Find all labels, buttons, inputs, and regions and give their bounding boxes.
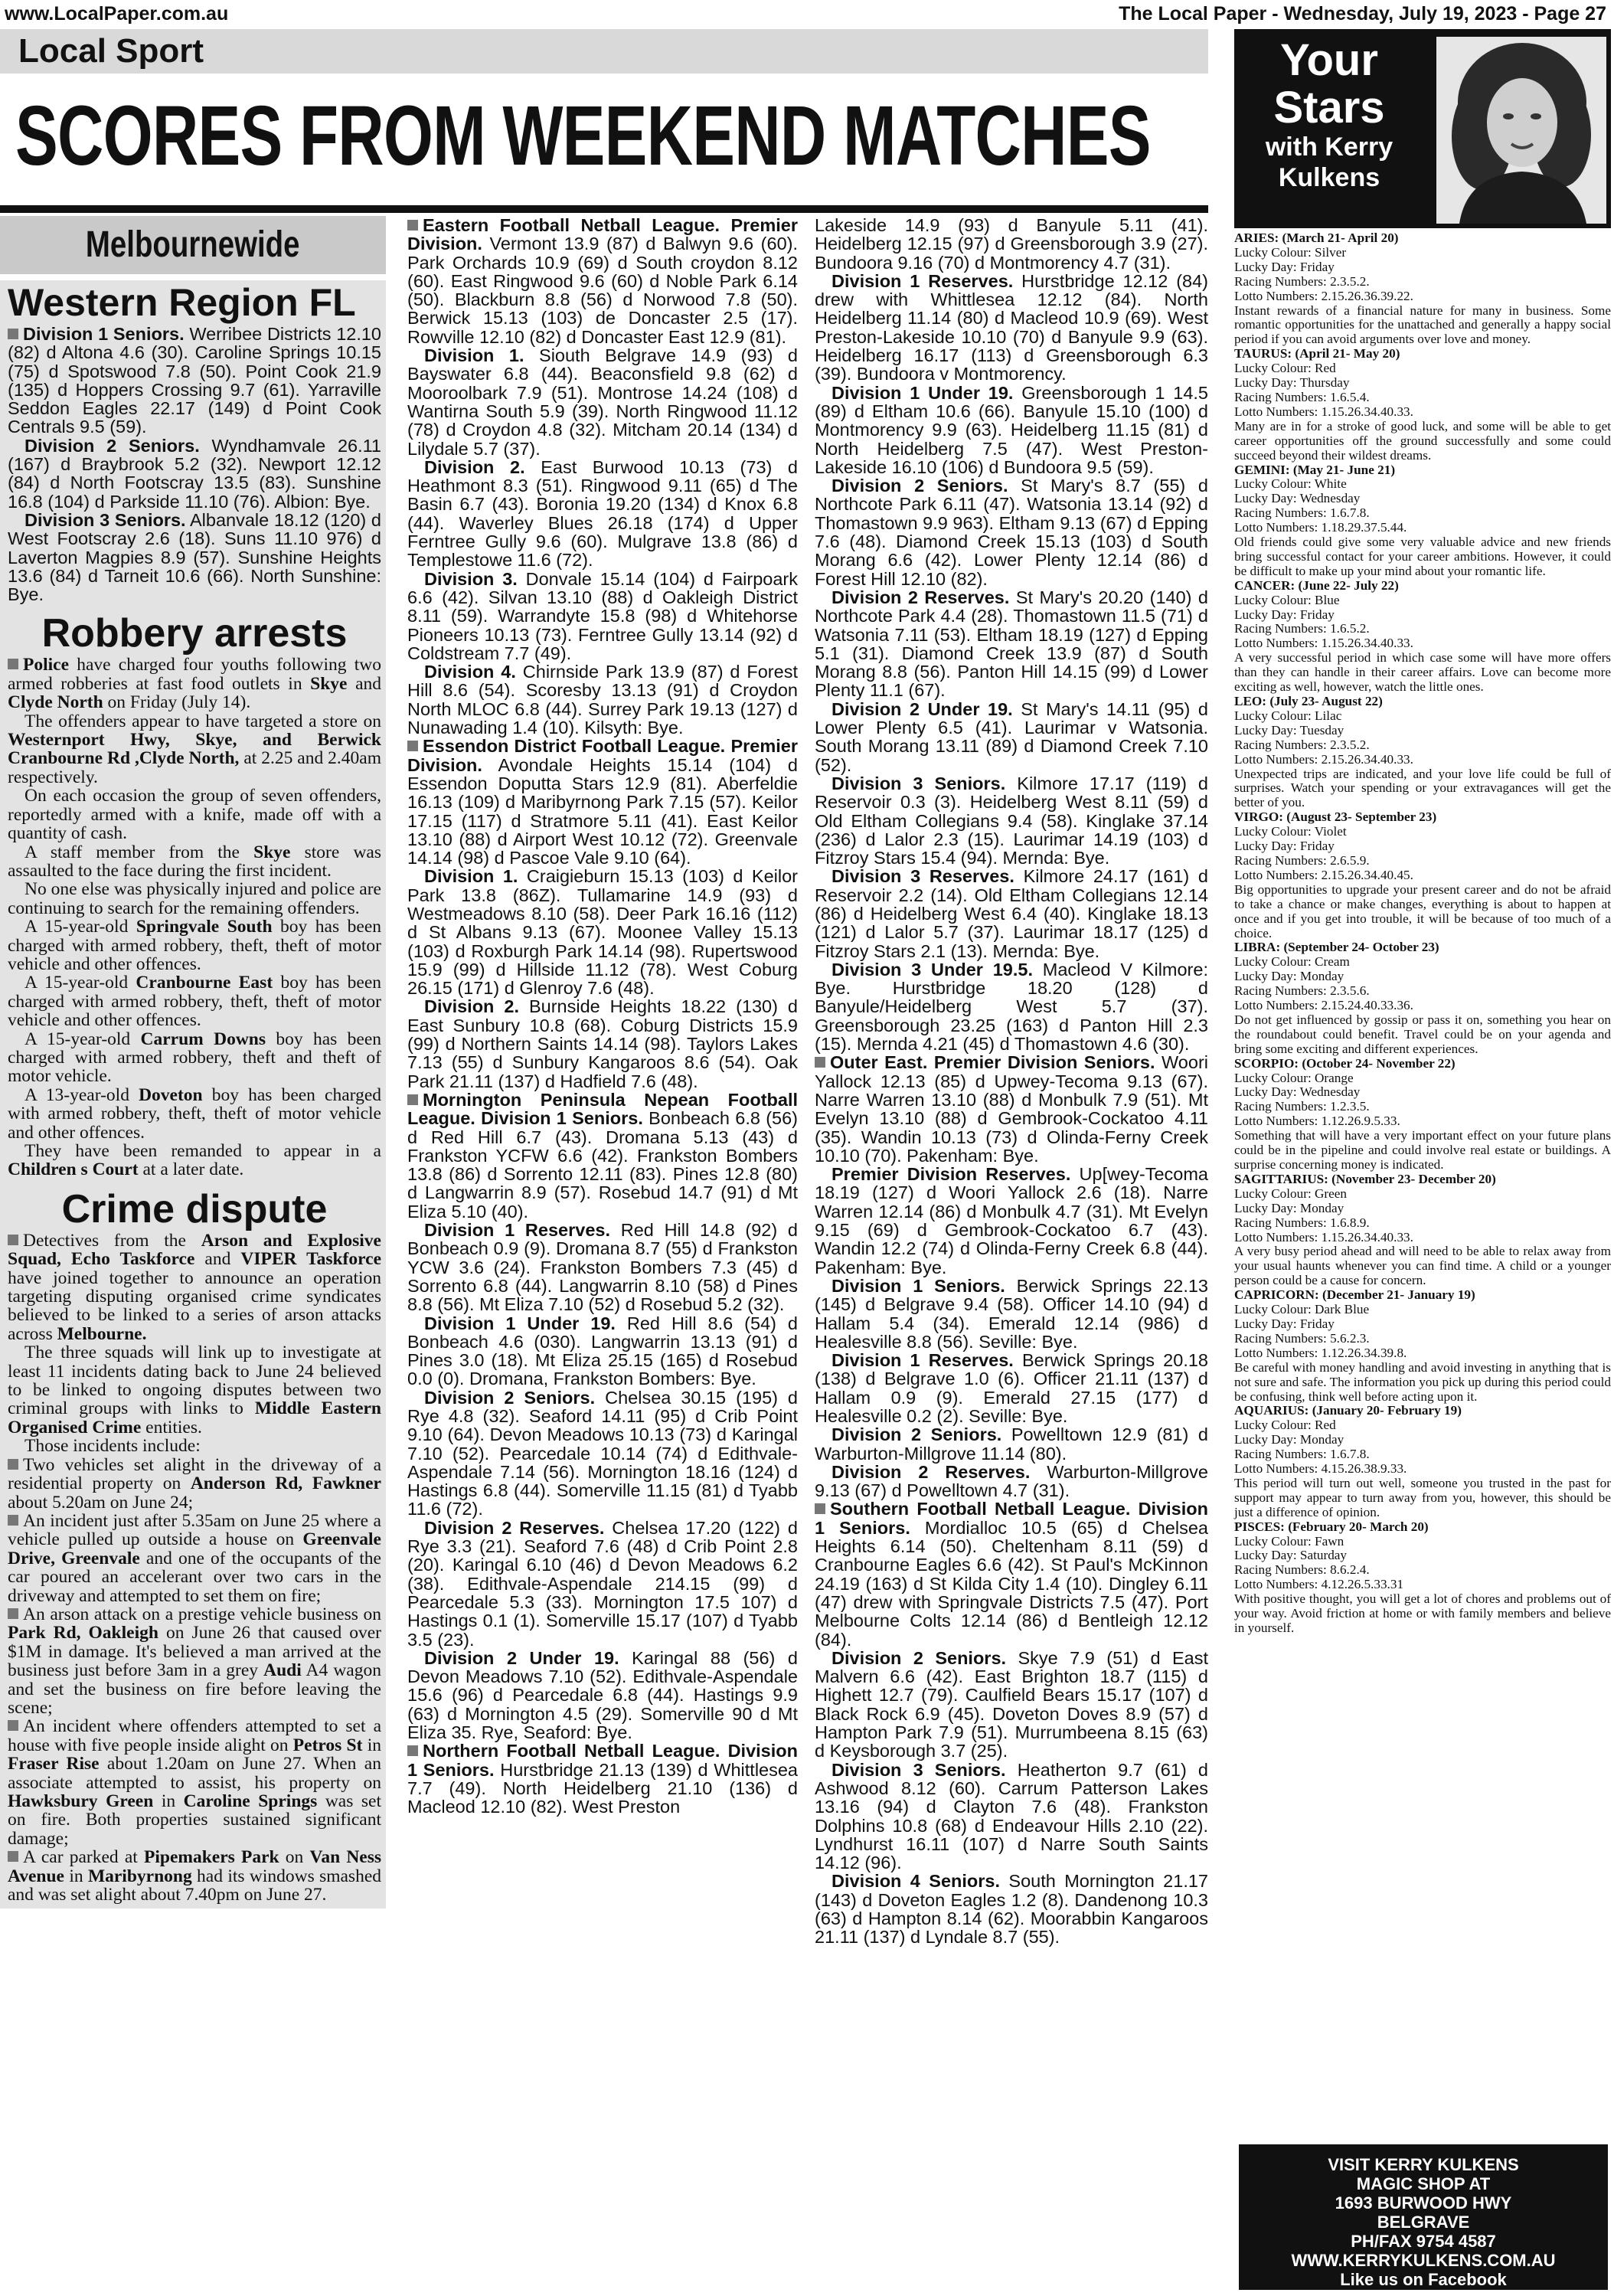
horoscope-entry bbox=[1234, 1057, 1611, 1173]
score-division-label: Division 2. bbox=[424, 996, 519, 1017]
score-division-label: Division 4 Seniors. bbox=[832, 1871, 1000, 1892]
dateline: The Local Paper - Wednesday, July 19, 2023 - Page 27 bbox=[1119, 3, 1606, 25]
horoscope-entry bbox=[1234, 463, 1611, 579]
shop-line-2: MAGIC SHOP AT bbox=[1356, 2174, 1491, 2193]
robbery-p8: A 15-year-old Carrum Downs boy has been charged with armed robbery, theft and theft of motor vehicle. bbox=[8, 1029, 381, 1087]
crime-p2: The three squads will link up to investigate at least 11 incidents dating back to June 24 believed to be linked to ongoing disputes between two criminal groups with links to Middle Eastern Organised Crime entities. bbox=[8, 1343, 381, 1437]
bullet-square-icon bbox=[8, 1851, 18, 1862]
score-paragraph bbox=[815, 1277, 1208, 1351]
score-division-label: Division 2 Seniors. bbox=[832, 1424, 1002, 1445]
score-paragraph bbox=[407, 1221, 798, 1313]
score-results: Kilmore 24.17 (161) d Reservoir 2.2 (14). Old Eltham Collegians 12.14 (86) d Heidelberg West 6.4 (40). Kinglake 18.13 (121) d Lalor 5.7 (37). Laurimar 18.17 (125) d Fitzroy Stars 2.1 (13). Mernda: Bye. bbox=[815, 866, 1208, 961]
score-division-label: Division 2 Under 19. bbox=[832, 698, 1013, 719]
horoscope-reading: A very busy period ahead and will need to be able to relax away from your usual haunts whenever you can find time. A child or a younger person could be a cause for concern. bbox=[1234, 1244, 1611, 1288]
lucky-day: Lucky Day: Thursday bbox=[1234, 375, 1350, 391]
score-results: Karingal 88 (56) d Devon Meadows 7.10 (52). Edithvale-Aspendale 15.6 (96) d Pearcedale 6.8 (44). Hastings 9.9 (63) d Mornington 4.5 (29). Somerville 90 d Mt Eliza 35. Rye, Seaford: Bye. bbox=[407, 1647, 798, 1743]
score-results: Craigieburn 15.13 (103) d Keilor Park 13.8 (86Z). Tullamarine 14.9 (93) d Westmeadows 8.10 (58). Deer Park 16.16 (112) d St Albans 9.13 (67). Moonee Valley 15.13 (103) d Roxburgh Park 14.14 (98). Rupertswood 15.9 (99) d Hillside 11.12 (78). West Coburg 26.15 (171) d Glenroy 7.6 (48). bbox=[407, 866, 798, 999]
horoscope-entry bbox=[1234, 810, 1611, 940]
score-division-label: Division 1 Under 19. bbox=[424, 1313, 616, 1333]
score-division-label: Division 3 Under 19.5. bbox=[832, 959, 1033, 980]
astrologer-photo bbox=[1436, 37, 1606, 224]
crime-p1: Detectives from the Arson and Explosive Squad, Echo Taskforce and VIPER Taskforce have joined together to announce an operation targeting disputing organised crime syndicates believed to be linked to a series of arson attacks across Melbourne. bbox=[8, 1230, 381, 1344]
score-results: Red Hill 14.8 (92) d Bonbeach 0.9 (9). Dromana 8.7 (55) d Frankston YCW 3.6 (24). Frankston Bombers 7.3 (45) d Sorrento 6.8 (44). Langwarrin 8.10 (58) d Pines 8.8 (56). Mt Eliza 7.10 (52) d Rosebud 5.2 (32). bbox=[407, 1220, 798, 1315]
bullet-square-icon bbox=[8, 1515, 18, 1526]
score-paragraph bbox=[815, 1761, 1208, 1872]
racing-numbers: Racing Numbers: 1.6.7.8. bbox=[1234, 1447, 1370, 1462]
score-division-label: Division 2 Reserves. bbox=[424, 1517, 605, 1538]
racing-numbers: Racing Numbers: 1.2.3.5. bbox=[1234, 1099, 1370, 1114]
horoscope-entry bbox=[1234, 1173, 1611, 1288]
lucky-day: Lucky Day: Monday bbox=[1234, 1200, 1344, 1215]
page-headline: SCORES FROM WEEKEND MATCHES bbox=[15, 89, 1151, 183]
racing-numbers: Racing Numbers: 2.3.5.6. bbox=[1234, 983, 1370, 999]
score-division-label: Mornington Peninsula Nepean Football League. Division 1 Seniors. bbox=[407, 1089, 798, 1129]
horoscope-reading: Do not get influenced by gossip or pass it on, something you hear on the roundabout could benefit. Travel could be on your agenda and bring some exciting and different experiences. bbox=[1234, 1012, 1611, 1056]
crime-heading: Crime dispute bbox=[61, 1186, 328, 1231]
site-url: www.LocalPaper.com.au bbox=[5, 3, 229, 25]
lotto-numbers: Lotto Numbers: 1.15.26.34.40.33. bbox=[1234, 636, 1413, 651]
horoscope-entry bbox=[1234, 579, 1611, 695]
lotto-numbers: Lotto Numbers: 2.15.24.40.33.36. bbox=[1234, 998, 1413, 1013]
score-division-label: Division 1. bbox=[424, 345, 524, 366]
score-results: Avondale Heights 15.14 (104) d Essendon Doputta Stars 12.9 (81). Aberfeldie 16.13 (109) d Maribyrnong Park 7.15 (57). Keilor 17.15 (117) d Stratmore 5.11 (41). East Keilor 13.10 (88) d Airport West 10.12 (72). Greenvale 14.14 (98) d Pascoe Vale 9.10 (64). bbox=[407, 754, 798, 868]
lucky-colour: Lucky Colour: Dark Blue bbox=[1234, 1302, 1370, 1317]
robbery-p1: Police have charged four youths following two armed robberies at fast food outlets in Skye and Clyde North on Friday (July 14). bbox=[8, 655, 381, 713]
horoscope-sign: PISCES: (February 20- March 20) bbox=[1234, 1519, 1429, 1534]
horoscope-entry bbox=[1234, 347, 1611, 463]
horoscope-reading: Many are in for a stroke of good luck, and some will be able to get career opportunities off the ground successfully and some could succeed beyond their wildest dreams. bbox=[1234, 418, 1611, 463]
score-results: Woori Yallock 12.13 (85) d Upwey-Tecoma 9.13 (67). Narre Warren 13.10 (88) d Monbulk 7.9 (51). Mt Evelyn 13.10 (88) d Gembrook-Cockatoo 4.11 (35). Wandin 10.13 (73) d Olinda-Ferny Creek 10.10 (70). Pakenham: Bye. bbox=[815, 1052, 1208, 1166]
lotto-numbers: Lotto Numbers: 1.15.26.34.40.33. bbox=[1234, 404, 1413, 419]
horoscope-reading: Be careful with money handling and avoid investing in anything that is not sure and safe. The information you pick up during this period could be confusing, think well before acting upon it. bbox=[1234, 1359, 1611, 1404]
lotto-numbers: Lotto Numbers: 1.15.26.34.40.33. bbox=[1234, 1229, 1413, 1244]
score-results: Bonbeach 6.8 (56) d Red Hill 6.7 (43). Dromana 5.13 (43) d Frankston YCFW 6.6 (42). Frankston Bombers 13.8 (86) d Sorrento 12.11 (83). Pines 12.8 (80) d Langwarrin 8.9 (57). Rosebud 14.7 (91) d Mt Eliza 5.10 (40). bbox=[407, 1108, 798, 1222]
score-results: South Mornington 21.17 (143) d Doveton Eagles 1.2 (8). Dandenong 10.3 (63) d Hampton 8.14 (62). Moorabbin Kangaroos 21.11 (137) d Lyndale 8.7 (55). bbox=[815, 1871, 1208, 1948]
score-division-label: Division 1. bbox=[424, 866, 518, 887]
score-paragraph bbox=[407, 346, 798, 458]
score-results: Skye 7.9 (51) d East Malvern 6.6 (42). East Brighton 18.7 (115) d Highett 12.7 (79). Caulfield Bears 15.17 (107) d Black Rock 6.9 (45). Doveton Doves 8.9 (57) d Hampton Park 7.9 (51). Murrumbeena 8.15 (63) d Keysborough 3.7 (25). bbox=[815, 1647, 1208, 1761]
horoscope-entry bbox=[1234, 1288, 1611, 1404]
horoscope-sign: SAGITTARIUS: (November 23- December 20) bbox=[1234, 1171, 1496, 1186]
score-paragraph bbox=[815, 774, 1208, 867]
bullet-square-icon bbox=[407, 1745, 418, 1756]
lucky-day: Lucky Day: Friday bbox=[1234, 1316, 1335, 1331]
lucky-day: Lucky Day: Friday bbox=[1234, 607, 1335, 622]
score-results: Chelsea 30.15 (195) d Rye 4.8 (32). Seaford 14.11 (95) d Crib Point 9.10 (64). Devon Meadows 10.13 (73) d Karingal 7.10 (52). Pearcedale 10.14 (74) d Edithvale-Aspendale 7.14 (56). Mornington 18.16 (124) d Hastings 6.8 (44). Somerville 11.15 (81) d Tyabb 11.6 (72). bbox=[407, 1387, 798, 1519]
robbery-p2: The offenders appear to have targeted a store on Westernport Hwy, Skye, and Berwick Cranbourne Rd ,Clyde North, at 2.25 and 2.40am respectively. bbox=[8, 711, 381, 787]
lucky-colour: Lucky Colour: Violet bbox=[1234, 824, 1347, 839]
score-paragraph bbox=[407, 737, 798, 867]
score-paragraph bbox=[815, 1425, 1208, 1463]
horoscope-sign: ARIES: (March 21- April 20) bbox=[1234, 231, 1399, 245]
horoscope-reading: This period will turn out well, someone you trusted in the past for support may appear to turn away from you, however, this should be just a difference of opinion. bbox=[1234, 1475, 1611, 1519]
score-results: Vermont 13.9 (87) d Balwyn 9.6 (60). Park Orchards 10.9 (69) d South croydon 8.12 (60). East Ringwood 9.6 (60) d Noble Park 6.14 (50). Blackburn 8.8 (56) d Norwood 7.8 (50). Berwick 15.13 (103) de Doncaster 2.5 (17). Rowville 12.10 (82) d Doncaster East 12.9 (81). bbox=[407, 234, 798, 347]
horoscope-entry bbox=[1234, 695, 1611, 810]
score-division-label: Division 1 Reserves. bbox=[424, 1220, 610, 1241]
horoscope-reading: Big opportunities to upgrade your present career and do not be afraid to take a chance or make changes, everything is about to happen at once and if you get into trouble, it will be because of too much of a choice. bbox=[1234, 881, 1611, 940]
lotto-numbers: Lotto Numbers: 2.15.26.36.39.22. bbox=[1234, 288, 1413, 303]
horoscope-sign: LEO: (July 23- August 22) bbox=[1234, 694, 1383, 708]
score-division-label: Division 3. bbox=[424, 568, 518, 589]
region-banner: Melbournewide bbox=[0, 216, 386, 274]
robbery-p6: A 15-year-old Springvale South boy has been charged with armed robbery, theft, theft of motor vehicle and other offences. bbox=[8, 917, 381, 974]
column-news bbox=[0, 216, 386, 2293]
score-results: Red Hill 8.6 (54) d Bonbeach 4.6 (030). Langwarrin 13.13 (91) d Pines 3.0 (18). Mt Eliza 25.15 (165) d Rosebud 0.0 (0). Dromana, Frankston Bombers: Bye. bbox=[407, 1313, 798, 1389]
stars-header bbox=[1234, 29, 1611, 228]
lucky-colour: Lucky Colour: Red bbox=[1234, 1418, 1336, 1433]
shop-line-1: VISIT KERRY KULKENS bbox=[1328, 2155, 1519, 2174]
score-paragraph bbox=[407, 1742, 798, 1816]
score-results: St Mary's 8.7 (55) d Northcote Park 6.11 (47). Watsonia 13.14 (92) d Thomastown 9.9 963). Eltham 9.13 (67) d Epping 7.6 (48). Diamond Creek 15.13 (103) d South Morang 6.6 (42). Lower Plenty 12.14 (86) d Forest Hill 12.10 (82). bbox=[815, 476, 1208, 589]
score-paragraph bbox=[407, 1388, 798, 1519]
crime-bullet-4: An incident where offenders attempted to set a house with five people inside alight on Petros St in Fraser Rise about 1.20am on June 27. When an associate attempted to assist, his property on Hawksbury Green in Caroline Springs was set on fire. Both properties sustained significant damage; bbox=[8, 1716, 382, 1849]
score-results: Heatherton 9.7 (61) d Ashwood 8.12 (60). Carrum Patterson Lakes 13.16 (94) d Clayton 7.6 (48). Frankston Dolphins 10.8 (68) d Endeavour Hills 2.10 (22). Lyndhurst 16.11 (107) d Narre South Saints 14.12 (96). bbox=[815, 1759, 1208, 1873]
score-results: Kilmore 17.17 (119) d Reservoir 0.3 (3). Heidelberg West 8.11 (59) d Old Eltham Collegians 9.4 (58). Kinglake 37.14 (236) d Lalor 2.3 (15). Laurimar 14.19 (103) d Fitzroy Stars 15.4 (94). Mernda: Bye. bbox=[815, 773, 1208, 868]
score-paragraph bbox=[407, 867, 798, 997]
robbery-p7: A 15-year-old Cranbourne East boy has been charged with armed robbery, theft, theft of motor vehicle and other offences. bbox=[8, 973, 382, 1031]
lucky-day: Lucky Day: Wednesday bbox=[1234, 1084, 1361, 1100]
shop-phone: PH/FAX 9754 4587 bbox=[1351, 2232, 1496, 2251]
score-division-label: Premier Division Reserves. bbox=[832, 1164, 1071, 1185]
horoscope-entry bbox=[1234, 1520, 1611, 1636]
bullet-square-icon bbox=[8, 1608, 18, 1619]
score-paragraph bbox=[407, 570, 798, 662]
score-results: Warburton-Millgrove 9.13 (67) d Powelltown 4.7 (31). bbox=[815, 1461, 1208, 1501]
score-results: Berwick Springs 22.13 (145) d Belgrave 9.4 (58). Officer 14.10 (94) d Hallam 5.4 (34). Emerald 12.14 (986) d Healesville 8.8 (56). Seville: Bye. bbox=[815, 1275, 1208, 1352]
western-region-heading: Western Region FL bbox=[8, 281, 356, 324]
score-paragraph bbox=[815, 1351, 1208, 1425]
horoscope-sign: LIBRA: (September 24- October 23) bbox=[1234, 940, 1439, 955]
stars-title-line-3: with Kerry bbox=[1265, 132, 1393, 162]
lucky-colour: Lucky Colour: Fawn bbox=[1234, 1533, 1344, 1549]
robbery-article bbox=[0, 608, 386, 1183]
score-results: East Burwood 10.13 (73) d Heathmont 8.3 (51). Ringwood 9.11 (65) d The Basin 6.7 (43). Boronia 19.20 (134) d Knox 6.8 (44). Waverley Blues 26.18 (174) d Upper Ferntree Gully 9.6 (60). Mulgrave 13.8 (86) d Templestowe 11.6 (72). bbox=[407, 456, 798, 571]
score-paragraph bbox=[815, 216, 1208, 272]
lucky-day: Lucky Day: Monday bbox=[1234, 1432, 1344, 1447]
score-division-label: Division 3 Reserves. bbox=[832, 866, 1014, 887]
score-paragraph bbox=[815, 1649, 1208, 1761]
score-paragraph bbox=[407, 1091, 798, 1221]
lotto-numbers: Lotto Numbers: 1.18.29.37.5.44. bbox=[1234, 520, 1407, 535]
robbery-heading: Robbery arrests bbox=[41, 611, 348, 656]
horoscope-list bbox=[1234, 231, 1611, 2146]
horoscope-entry bbox=[1234, 940, 1611, 1056]
score-results: St Mary's 14.11 (95) d Lower Plenty 6.5 (41). Laurimar v Watsonia. South Morang 13.11 (89) d Diamond Creek 7.10 (52). bbox=[815, 698, 1208, 775]
score-division-label: Division 2 Reserves. bbox=[832, 587, 1010, 607]
score-results: Powelltown 12.9 (81) d Warburton-Millgrove 11.14 (80). bbox=[815, 1424, 1208, 1464]
shop-website[interactable]: WWW.KERRYKULKENS.COM.AU bbox=[1291, 2251, 1556, 2270]
lucky-colour: Lucky Colour: White bbox=[1234, 476, 1347, 492]
bullet-square-icon bbox=[8, 1720, 18, 1731]
score-paragraph bbox=[815, 1500, 1208, 1648]
score-paragraph bbox=[407, 1519, 798, 1649]
horoscope-sign: AQUARIUS: (January 20- February 19) bbox=[1234, 1403, 1462, 1418]
score-paragraph bbox=[815, 1463, 1208, 1500]
bullet-square-icon bbox=[407, 741, 418, 751]
stars-sidebar bbox=[1234, 29, 1611, 2291]
lucky-day: Lucky Day: Wednesday bbox=[1234, 491, 1361, 506]
score-results: Up[wey-Tecoma 18.19 (127) d Woori Yallock 2.6 (18). Narre Warren 12.14 (86) d Monbulk 4.7 (31). Mt Evelyn 9.15 (69) d Gembrook-Cockatoo 6.7 (43). Wandin 12.2 (74) d Olinda-Ferny Creek 6.8 (44). Pakenham: Bye. bbox=[815, 1164, 1208, 1277]
magic-shop-ad[interactable] bbox=[1239, 2144, 1608, 2290]
score-paragraph bbox=[815, 1053, 1208, 1165]
score-division-label: Eastern Football Netball League. Premier Division. bbox=[407, 216, 798, 254]
score-results: Chirnside Park 13.9 (87) d Forest Hill 8.6 (54). Scoresby 13.13 (91) d Croydon North MLOC 6.8 (44). Surrey Park 19.13 (127) d Nunawading 1.4 (10). Kilsyth: Bye. bbox=[407, 662, 798, 738]
score-results: Chelsea 17.20 (122) d Rye 3.3 (21). Seaford 7.6 (48) d Crib Point 2.8 (20). Karingal 6.10 (46) d Devon Meadows 6.2 (38). Edithvale-Aspendale 214.15 (99) d Pearcedale 5.3 (33). Mornington 17.5 107) d Hastings 0.1 (1). Somerville 15.17 (107) d Tyabb 3.5 (23). bbox=[407, 1517, 798, 1650]
score-paragraph bbox=[407, 216, 798, 346]
score-division-label: Division 1 Reserves. bbox=[832, 270, 1014, 291]
headline-rule bbox=[0, 205, 1208, 213]
crime-article bbox=[0, 1184, 386, 1909]
horoscope-sign: TAURUS: (April 21- May 20) bbox=[1234, 346, 1400, 361]
score-results: Berwick Springs 20.18 (138) d Belgrave 1.0 (6). Officer 21.11 (137) d Hallam 0.9 (9). Emerald 27.15 (177) d Healesville 0.2 (2). Seville: Bye. bbox=[815, 1350, 1208, 1426]
score-results: Burnside Heights 18.22 (130) d East Sunbury 10.8 (68). Coburg Districts 15.9 (99) d Northern Saints 14.14 (98). Taylors Lakes 7.13 (55) d Sunbury Kangaroos 8.6 (54). Oak Park 21.11 (137) d Hadfield 7.6 (48). bbox=[407, 996, 798, 1091]
lotto-numbers: Lotto Numbers: 4.12.26.5.33.31 bbox=[1234, 1577, 1404, 1592]
lucky-day: Lucky Day: Tuesday bbox=[1234, 722, 1344, 738]
score-division-label: Division 2 Under 19. bbox=[424, 1647, 619, 1668]
lotto-numbers: Lotto Numbers: 4.15.26.38.9.33. bbox=[1234, 1461, 1407, 1477]
robbery-p10: They have been remanded to appear in a Children s Court at a later date. bbox=[8, 1141, 381, 1180]
score-results: Mordialloc 10.5 (65) d Chelsea Heights 6.14 (50). Cheltenham 8.11 (59) d Cranbourne Eagles 6.6 (42). St Paul's McKinnon 24.19 (163) d St Kilda City 1.4 (10). Dingley 6.11 (47) drew with Springvale Districts 7.5 (47). Port Melbourne Colts 12.14 (86) d Bentleigh 12.12 (84). bbox=[815, 1517, 1208, 1650]
score-paragraph bbox=[815, 384, 1208, 476]
column-scores-1 bbox=[407, 216, 798, 2293]
score-results: Hurstbridge 21.13 (139) d Whittlesea 7.7 (49). North Heidelberg 21.10 (136) d Macleod 12.10 (82). West Preston bbox=[407, 1759, 798, 1817]
score-division-label: Division 1 Under 19. bbox=[832, 382, 1014, 403]
score-paragraph bbox=[815, 1872, 1208, 1946]
score-paragraph bbox=[407, 458, 798, 570]
score-division-label: Northern Football Netball League. Division 1 Seniors. bbox=[407, 1741, 798, 1780]
horoscope-entry bbox=[1234, 1404, 1611, 1519]
score-paragraph bbox=[815, 588, 1208, 700]
lucky-colour: Lucky Colour: Orange bbox=[1234, 1070, 1354, 1085]
score-division-label: Division 2 Seniors. bbox=[832, 1647, 1007, 1668]
score-paragraph bbox=[407, 1314, 798, 1388]
racing-numbers: Racing Numbers: 1.6.5.2. bbox=[1234, 621, 1370, 636]
western-div1: Division 1 Seniors. Werribee Districts 12.10 (82) d Altona 4.6 (30). Caroline Springs 10.15 (75) d Spotswood 7.8 (50). Point Cook 21.9 (135) d Hoppers Crossing 9.7 (61). Yarraville Seddon Eagles 22.17 (149) d Point Cook Centrals 9.5 (59). bbox=[8, 324, 381, 437]
score-paragraph bbox=[407, 997, 798, 1090]
score-paragraph bbox=[815, 960, 1208, 1053]
lotto-numbers: Lotto Numbers: 2.15.26.34.40.45. bbox=[1234, 867, 1413, 882]
racing-numbers: Racing Numbers: 2.3.5.2. bbox=[1234, 737, 1370, 752]
score-results: Hurstbridge 12.12 (84) drew with Whittlesea 12.12 (84). North Heidelberg 11.14 (80) d Macleod 10.9 (69). West Preston-Lakeside 10.10 (70) d Banyule 9.9 (63). Heidelberg 16.17 (113) d Greensborough 6.3 (39). Bundoora v Montmorency. bbox=[815, 270, 1208, 384]
lucky-colour: Lucky Colour: Green bbox=[1234, 1186, 1348, 1201]
score-paragraph bbox=[407, 1649, 798, 1742]
score-division-label: Division 3 Seniors. bbox=[832, 1759, 1006, 1780]
lotto-numbers: Lotto Numbers: 1.12.26.34.39.8. bbox=[1234, 1345, 1407, 1360]
lucky-day: Lucky Day: Monday bbox=[1234, 969, 1344, 984]
score-division-label: Outer East. Premier Division Seniors. bbox=[830, 1052, 1155, 1073]
crime-bullet-1: Two vehicles set alight in the driveway of a residential property on Anderson Rd, Fawkner about 5.20am on June 24; bbox=[8, 1454, 381, 1513]
score-results: St Mary's 20.20 (140) d Northcote Park 4.4 (28). Thomastown 11.5 (71) d Watsonia 7.11 (53). Eltham 18.19 (127) d Epping 5.1 (31). Diamond Creek 13.9 (87) d South Morang 8.8 (56). Panton Hill 14.15 (99) d Lower Plenty 11.1 (67). bbox=[815, 587, 1208, 701]
racing-numbers: Racing Numbers: 1.6.7.8. bbox=[1234, 505, 1370, 521]
robbery-p5: No one else was physically injured and police are continuing to search for the remaining offenders. bbox=[8, 879, 381, 918]
crime-p3: Those incidents include: bbox=[25, 1436, 201, 1457]
score-division-label: Division 3 Seniors. bbox=[832, 773, 1006, 793]
racing-numbers: Racing Numbers: 2.6.5.9. bbox=[1234, 852, 1370, 868]
lucky-colour: Lucky Colour: Blue bbox=[1234, 592, 1340, 607]
stars-title-line-1: Your bbox=[1280, 35, 1378, 85]
crime-bullet-5: A car parked at Pipemakers Park on Van Ness Avenue in Maribyrnong had its windows smashed and was set alight about 7.40pm on June 27. bbox=[8, 1847, 382, 1905]
lucky-colour: Lucky Colour: Silver bbox=[1234, 244, 1347, 260]
column-scores-2 bbox=[815, 216, 1208, 2293]
crime-bullet-3: An arson attack on a prestige vehicle business on Park Rd, Oakleigh on June 26 that caused over $1M in damage. It's believed a man arrived at the business just before 3am in a grey Audi A4 wagon and set the business on fire before leaving the scene; bbox=[8, 1604, 381, 1718]
robbery-p9: A 13-year-old Doveton boy has been charged with armed robbery, theft, theft of motor vehicle and other offences. bbox=[8, 1084, 381, 1143]
horoscope-reading: A very successful period in which case some will have more offers than they can handle in their career affairs. Love can become more exciting as well, however, watch the little ones. bbox=[1234, 650, 1611, 695]
score-division-label: Division 1 Reserves. bbox=[832, 1350, 1014, 1371]
horoscope-reading: With positive thought, you will get a lot of chores and problems out of your way. Avoid friction at home or with family members and believe in yourself. bbox=[1234, 1591, 1611, 1635]
racing-numbers: Racing Numbers: 1.6.5.4. bbox=[1234, 389, 1370, 404]
western-region-box bbox=[0, 280, 386, 608]
stars-title-line-2: Stars bbox=[1273, 83, 1385, 132]
horoscope-sign: GEMINI: (May 21- June 21) bbox=[1234, 462, 1396, 477]
score-paragraph bbox=[815, 272, 1208, 384]
score-paragraph bbox=[815, 1165, 1208, 1277]
horoscope-reading: Instant rewards of a financial nature for many in business. Some romantic opportunities for the unattached and generally a happy social period if you can avoid arguments over love and money. bbox=[1234, 303, 1611, 347]
robbery-p4: A staff member from the Skye store was assaulted to the face during the first incident. bbox=[8, 842, 381, 881]
horoscope-sign: SCORPIO: (October 24- November 22) bbox=[1234, 1055, 1456, 1071]
score-results: Siouth Belgrave 14.9 (93) d Bayswater 6.8 (44). Beaconsfield 9.8 (62) d Mooroolbark 7.9 (51). Montrose 14.24 (108) d Wantirna South 5.9 (39). North Ringwood 11.12 (78) d Croydon 4.8 (32). Mitcham 20.14 (134) d Lilydale 5.7 (37). bbox=[407, 345, 798, 459]
shop-suburb: BELGRAVE bbox=[1377, 2213, 1470, 2232]
lucky-colour: Lucky Colour: Red bbox=[1234, 361, 1336, 376]
lotto-numbers: Lotto Numbers: 2.15.26.34.40.33. bbox=[1234, 751, 1413, 767]
bullet-square-icon bbox=[8, 329, 18, 339]
bullet-square-icon bbox=[407, 1094, 418, 1105]
score-results: Greensborough 1 14.5 (89) d Eltham 10.6 (66). Banyule 15.10 (100) d Montmorency 9.9 (63). Heidelberg 11.15 (81) d North Heidelberg 7.5 (47). West Preston-Lakeside 16.10 (106) d Bundoora 9.5 (59). bbox=[815, 382, 1208, 477]
score-paragraph bbox=[407, 662, 798, 737]
score-division-label: Division 1 Seniors. bbox=[832, 1275, 1005, 1296]
score-results: Macleod V Kilmore: Bye. Hurstbridge 18.20 (128) d Banyule/Heidelberg West 5.7 (37). Greensborough 23.25 (163) d Panton Hill 2.3 (15). Mernda 4.21 (45) d Thomastown 4.6 (30). bbox=[815, 959, 1208, 1055]
horoscope-entry bbox=[1234, 231, 1611, 347]
racing-numbers: Racing Numbers: 8.6.2.4. bbox=[1234, 1562, 1370, 1578]
western-div2: Division 2 Seniors. Wyndhamvale 26.11 (167) d Braybrook 5.2 (32). Newport 12.12 (84) d North Footscray 13.5 (83). Sunshine 16.8 (104) d Parkside 11.10 (76). Albion: Bye. bbox=[8, 435, 382, 512]
horoscope-sign: VIRGO: (August 23- September 23) bbox=[1234, 809, 1437, 825]
score-paragraph bbox=[815, 700, 1208, 774]
lucky-day: Lucky Day: Friday bbox=[1234, 259, 1335, 274]
robbery-p3: On each occasion the group of seven offenders, reportedly armed with a knife, made off with a quantity of cash. bbox=[8, 786, 381, 844]
horoscope-sign: CAPRICORN: (December 21- January 19) bbox=[1234, 1287, 1475, 1303]
bullet-square-icon bbox=[8, 1235, 18, 1245]
score-paragraph bbox=[815, 867, 1208, 960]
shop-facebook[interactable]: Like us on Facebook bbox=[1340, 2270, 1507, 2289]
stars-title bbox=[1234, 37, 1424, 193]
score-division-label: Southern Football Netball League. Division 1 Seniors. bbox=[815, 1499, 1208, 1538]
score-results: Donvale 15.14 (104) d Fairpoark 6.6 (42). Silvan 13.10 (88) d Oakleigh District 8.11 (59). Warrandyte 15.8 (98) d Whitehorse Pioneers 10.13 (73). Ferntree Gully 13.14 (92) d Coldstream 7.7 (49). bbox=[407, 568, 798, 663]
bullet-square-icon bbox=[8, 659, 18, 669]
horoscope-sign: CANCER: (June 22- July 22) bbox=[1234, 577, 1399, 593]
horoscope-reading: Something that will have a very important effect on your future plans could be in the pipeline and could involve real estate or buildings. A surprise concerning money is indicated. bbox=[1234, 1128, 1611, 1172]
crime-bullet-2: An incident just after 5.35am on June 25 where a vehicle pulled up outside a house on Greenvale Drive, Greenvale and one of the occupants of the car poured an accelerant over two cars in the driveway and attempted to set them on fire; bbox=[8, 1510, 381, 1606]
score-paragraph bbox=[815, 476, 1208, 588]
section-title: Local Sport bbox=[18, 32, 204, 70]
bullet-square-icon bbox=[8, 1459, 18, 1470]
score-division-label: Division 2. bbox=[424, 456, 525, 477]
shop-address: 1693 BURWOOD HWY bbox=[1335, 2193, 1512, 2213]
lucky-colour: Lucky Colour: Lilac bbox=[1234, 708, 1342, 723]
lucky-day: Lucky Day: Saturday bbox=[1234, 1548, 1348, 1563]
score-division-label: Essendon District Football League. Premier Division. bbox=[407, 736, 798, 775]
score-division-label: Division 2 Seniors. bbox=[832, 476, 1008, 496]
lucky-day: Lucky Day: Friday bbox=[1234, 839, 1335, 854]
horoscope-reading: Unexpected trips are indicated, and your love life could be full of surprises. Watch your spending or your extravagances will get the better of you. bbox=[1234, 766, 1611, 810]
bullet-square-icon bbox=[815, 1503, 825, 1514]
bullet-square-icon bbox=[815, 1057, 825, 1068]
stars-title-line-4: Kulkens bbox=[1278, 163, 1380, 192]
racing-numbers: Racing Numbers: 2.3.5.2. bbox=[1234, 273, 1370, 289]
horoscope-reading: Old friends could give some very valuable advice and new friends bring successful contact for your career ambitions. However, it could be difficult to make up your mind about your romantic life. bbox=[1234, 535, 1611, 578]
score-division-label: Division 2 Reserves. bbox=[832, 1461, 1031, 1482]
lotto-numbers: Lotto Numbers: 1.12.26.9.5.33. bbox=[1234, 1114, 1400, 1129]
lucky-colour: Lucky Colour: Cream bbox=[1234, 954, 1350, 970]
score-results: Lakeside 14.9 (93) d Banyule 5.11 (41). Heidelberg 12.15 (97) d Greensborough 3.9 (27). Bundoora 9.16 (70) d Montmorency 4.7 (31). bbox=[815, 216, 1208, 273]
score-division-label: Division 2 Seniors. bbox=[424, 1387, 596, 1408]
bullet-square-icon bbox=[407, 220, 418, 231]
western-div3: Division 3 Seniors. Albanvale 18.12 (120) d West Footscray 2.6 (18). Suns 11.10 976) d Laverton Magpies 8.9 (57). Sunshine Heights 13.6 (84) d Tarneit 10.6 (66). North Sunshine: Bye. bbox=[8, 509, 381, 605]
racing-numbers: Racing Numbers: 1.6.8.9. bbox=[1234, 1215, 1370, 1230]
score-division-label: Division 4. bbox=[424, 662, 516, 682]
racing-numbers: Racing Numbers: 5.6.2.3. bbox=[1234, 1330, 1370, 1346]
